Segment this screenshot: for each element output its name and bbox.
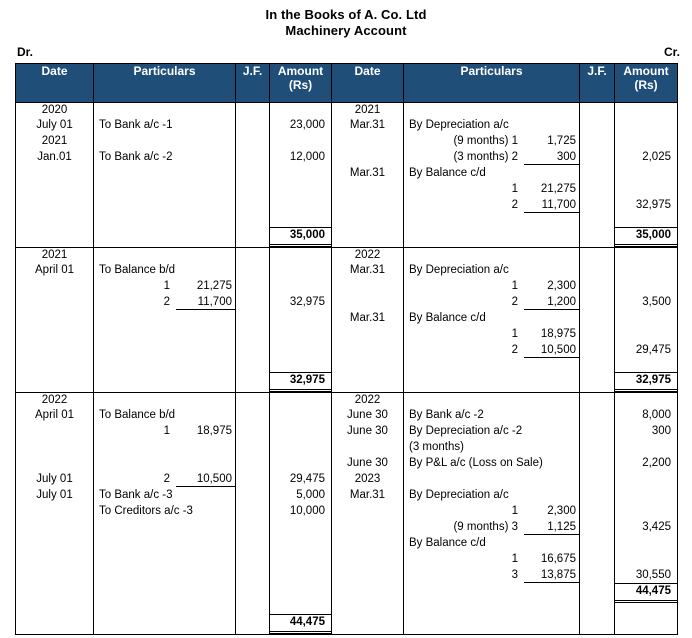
detail-label: 1 (511, 328, 518, 340)
particulars-line: To Creditors a/c -3 (99, 505, 193, 517)
header-debit-amount-line2: (Rs) (288, 78, 313, 92)
spacer (615, 439, 677, 455)
spacer (94, 103, 235, 117)
amount-value: 32,975 (289, 296, 325, 308)
detail-label: 1 (511, 505, 518, 517)
detail-label: 1 (511, 183, 518, 195)
table-row (16, 248, 678, 393)
spacer (615, 393, 677, 407)
block1-credit-date-cell (332, 103, 404, 248)
particulars-line: To Bank a/c -1 (99, 119, 173, 131)
table-row (16, 393, 678, 635)
block2-credit-particulars-cell (404, 248, 580, 393)
spacer (332, 326, 403, 372)
particulars-line: By Balance c/d (409, 537, 486, 549)
spacer (270, 423, 331, 439)
page-title-line1: In the Books of A. Co. Ltd (265, 7, 427, 22)
particulars-line: To Bank a/c -3 (99, 489, 173, 501)
ledger-table-wrapper (0, 63, 692, 635)
detail-value: 1,725 (547, 135, 576, 147)
header-credit-amount (615, 64, 678, 103)
spacer (94, 133, 235, 149)
date-line: Mar.31 (349, 119, 386, 131)
date-line: 2022 (41, 394, 68, 406)
credit-side-label: Cr. (663, 45, 680, 59)
detail-label: 1 (163, 425, 170, 437)
particulars-detail-row (404, 326, 579, 342)
particulars-detail-row (94, 423, 235, 439)
detail-value: 18,975 (540, 328, 576, 340)
spacer (615, 326, 677, 342)
spacer (270, 262, 331, 278)
spacer (332, 503, 403, 613)
particulars-line: To Balance b/d (99, 409, 176, 421)
spacer (615, 487, 677, 503)
particulars-detail-row (404, 181, 579, 197)
block1-debit-amount-cell (270, 103, 332, 248)
spacer (94, 248, 235, 262)
particulars-detail-row (94, 278, 235, 294)
block-total: 35,000 (270, 227, 331, 247)
spacer (404, 393, 579, 407)
spacer (236, 393, 269, 407)
spacer (94, 439, 235, 471)
header-debit-amount (270, 64, 332, 103)
block3-debit-amount-cell (270, 393, 332, 635)
particulars-line: By P&L a/c (Loss on Sale) (409, 457, 543, 469)
spacer (615, 471, 677, 487)
machinery-account-ledger (15, 63, 678, 635)
header-credit-particulars: Particulars (404, 64, 580, 103)
header-debit-date: Date (16, 64, 94, 103)
block2-credit-amount-cell (615, 248, 678, 393)
block3-debit-particulars-cell (94, 393, 236, 635)
spacer (615, 603, 677, 617)
spacer (332, 181, 403, 227)
date-line: April 01 (35, 409, 74, 421)
amount-value: 10,000 (289, 505, 325, 517)
header-credit-jf: J.F. (580, 64, 615, 103)
particulars-line: By Bank a/c -2 (409, 409, 484, 421)
spacer (615, 165, 677, 181)
detail-value: 13,875 (524, 567, 579, 583)
date-line: June 30 (347, 425, 388, 437)
spacer (404, 248, 579, 262)
detail-label: 1 (511, 553, 518, 565)
block-total: 44,475 (270, 614, 331, 634)
particulars-line: By Depreciation a/c (409, 489, 509, 501)
header-debit-jf: J.F. (236, 64, 270, 103)
block1-debit-jf-cell (236, 103, 270, 248)
particulars-line: (3 months) (409, 441, 464, 453)
spacer (16, 165, 93, 227)
spacer (94, 165, 235, 227)
particulars-line: To Balance b/d (99, 264, 176, 276)
date-line: Mar.31 (349, 312, 386, 324)
spacer (615, 181, 677, 197)
amount-value: 8,000 (642, 409, 671, 421)
amount-value: 2,200 (642, 457, 671, 469)
detail-value: 21,275 (540, 183, 576, 195)
particulars-line: By Depreciation a/c (409, 119, 509, 131)
detail-value: 1,125 (524, 519, 579, 535)
block2-debit-date-cell (16, 248, 94, 393)
block-total: 44,475 (615, 583, 677, 603)
particulars-detail-row (404, 519, 579, 535)
block3-debit-jf-cell (236, 393, 270, 635)
spacer (615, 503, 677, 519)
detail-label: 2 (511, 296, 518, 308)
block1-credit-particulars-cell (404, 103, 580, 248)
detail-label: (3 months) 2 (453, 151, 518, 163)
spacer (332, 278, 403, 310)
detail-value: 10,500 (524, 342, 579, 358)
spacer (270, 407, 331, 423)
spacer (332, 439, 403, 455)
amount-value: 2,025 (642, 151, 671, 163)
spacer (404, 213, 579, 227)
detail-label: (9 months) 1 (453, 135, 518, 147)
spacer (404, 583, 579, 597)
block3-debit-date-cell (16, 393, 94, 635)
block-total: 35,000 (615, 227, 677, 247)
detail-value: 300 (524, 149, 579, 165)
detail-label: 2 (511, 344, 518, 356)
header-credit-date: Date (332, 64, 404, 103)
block3-credit-particulars-cell (404, 393, 580, 635)
particulars-line: By Balance c/d (409, 312, 486, 324)
header-credit-amount-line1: Amount (623, 64, 669, 78)
detail-value: 16,675 (540, 553, 576, 565)
amount-value: 32,975 (635, 199, 671, 211)
spacer (270, 278, 331, 294)
detail-value: 2,300 (547, 505, 576, 517)
ledger-header-row (16, 64, 678, 103)
spacer (270, 248, 331, 262)
amount-value: 3,425 (642, 521, 671, 533)
header-credit-amount-line2: (Rs) (634, 78, 658, 92)
amount-value: 3,500 (642, 296, 671, 308)
block2-credit-jf-cell (580, 248, 615, 393)
block2-debit-particulars-cell (94, 248, 236, 393)
date-line: July 01 (36, 489, 73, 501)
particulars-line: To Bank a/c -2 (99, 151, 173, 163)
spacer (270, 393, 331, 407)
page-title-line2: Machinery Account (285, 23, 407, 38)
amount-value: 300 (651, 425, 671, 437)
spacer (236, 248, 269, 262)
spacer (615, 278, 677, 294)
date-line: Mar.31 (349, 264, 386, 276)
particulars-detail-row (404, 197, 579, 213)
spacer (270, 439, 331, 471)
detail-value: 11,700 (176, 294, 235, 310)
block1-debit-particulars-cell (94, 103, 236, 248)
particulars-detail-row (404, 551, 579, 567)
date-line: April 01 (35, 264, 74, 276)
particulars-detail-row (94, 294, 235, 310)
spacer (615, 133, 677, 149)
particulars-line: By Depreciation a/c -2 (409, 425, 523, 437)
particulars-line: By Balance c/d (409, 167, 486, 179)
amount-value: 23,000 (289, 119, 325, 131)
spacer (16, 503, 93, 598)
detail-value: 10,500 (176, 471, 235, 487)
block2-debit-amount-cell (270, 248, 332, 393)
spacer (615, 103, 677, 117)
particulars-detail-row (94, 471, 235, 487)
date-line: 2021 (354, 104, 381, 116)
date-line: Mar.31 (349, 489, 386, 501)
particulars-detail-row (404, 342, 579, 358)
spacer (615, 213, 677, 227)
particulars-line: By Depreciation a/c (409, 264, 509, 276)
date-line: 2022 (354, 249, 381, 261)
spacer (270, 133, 331, 149)
block-total: 32,975 (270, 372, 331, 392)
amount-value: 5,000 (296, 489, 325, 501)
spacer (94, 519, 235, 614)
particulars-detail-row (404, 149, 579, 165)
spacer (615, 551, 677, 567)
dr-cr-labels (0, 44, 692, 63)
spacer (270, 165, 331, 227)
table-row (16, 103, 678, 248)
block2-credit-date-cell (332, 248, 404, 393)
detail-value: 18,975 (196, 425, 232, 437)
spacer (270, 519, 331, 614)
amount-value: 30,550 (635, 569, 671, 581)
spacer (580, 103, 614, 117)
spacer (615, 535, 677, 551)
spacer (16, 278, 93, 348)
spacer (16, 423, 93, 471)
amount-value: 29,475 (635, 344, 671, 356)
detail-label: 3 (511, 569, 518, 581)
date-line: June 30 (347, 457, 388, 469)
spacer (94, 393, 235, 407)
detail-value: 1,200 (524, 294, 579, 310)
date-line: 2021 (41, 249, 68, 261)
detail-label: 2 (163, 473, 170, 485)
date-line: 2021 (41, 135, 68, 147)
particulars-detail-row (404, 567, 579, 583)
block1-debit-date-cell (16, 103, 94, 248)
detail-label: 1 (511, 280, 518, 292)
particulars-detail-row (404, 133, 579, 149)
document-titles (0, 0, 692, 39)
date-line: Mar.31 (349, 167, 386, 179)
spacer (94, 310, 235, 372)
detail-label: 1 (163, 280, 170, 292)
date-line: Jan.01 (37, 151, 72, 163)
detail-value: 11,700 (524, 197, 579, 213)
spacer (270, 103, 331, 117)
block2-debit-jf-cell (236, 248, 270, 393)
detail-value: 2,300 (547, 280, 576, 292)
spacer (270, 310, 331, 372)
block3-credit-jf-cell (580, 393, 615, 635)
particulars-detail-row (404, 294, 579, 310)
detail-label: (9 months) 3 (453, 521, 518, 533)
spacer (615, 310, 677, 326)
date-line: July 01 (36, 473, 73, 485)
spacer (580, 248, 614, 262)
header-debit-amount-line1: Amount (277, 64, 324, 78)
spacer (404, 471, 579, 487)
amount-value: 29,475 (289, 473, 325, 485)
spacer (332, 133, 403, 165)
amount-value: 12,000 (289, 151, 325, 163)
detail-label: 2 (163, 296, 170, 308)
date-line: 2023 (354, 473, 381, 485)
spacer (615, 262, 677, 278)
spacer (580, 393, 614, 407)
detail-label: 2 (511, 199, 518, 211)
spacer (404, 103, 579, 117)
spacer (404, 358, 579, 372)
block1-credit-jf-cell (580, 103, 615, 248)
particulars-detail-row (404, 278, 579, 294)
detail-value: 21,275 (196, 280, 232, 292)
spacer (615, 358, 677, 372)
header-debit-particulars: Particulars (94, 64, 236, 103)
block3-credit-date-cell (332, 393, 404, 635)
date-line: July 01 (36, 119, 73, 131)
spacer (236, 103, 269, 117)
debit-side-label: Dr. (17, 45, 34, 59)
date-line: 2020 (41, 104, 68, 116)
date-line: 2022 (354, 394, 381, 406)
block3-credit-amount-cell (615, 393, 678, 635)
block-total: 32,975 (615, 372, 677, 392)
spacer (615, 117, 677, 133)
block1-credit-amount-cell (615, 103, 678, 248)
date-line: June 30 (347, 409, 388, 421)
particulars-detail-row (404, 503, 579, 519)
spacer (615, 248, 677, 262)
